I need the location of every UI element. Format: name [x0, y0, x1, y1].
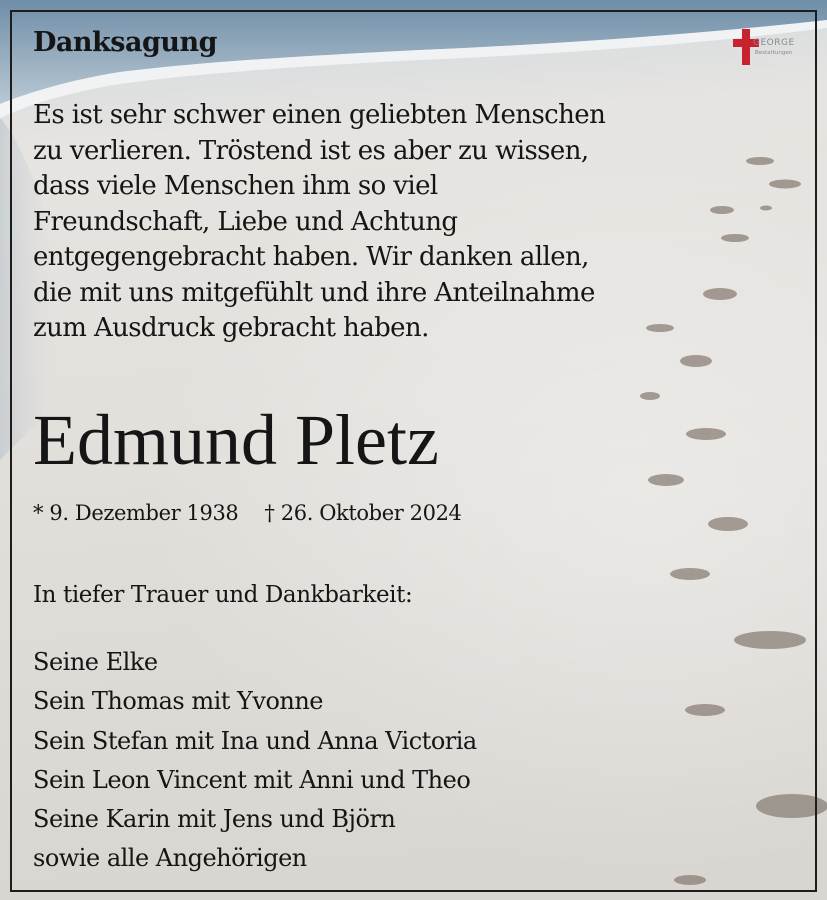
- intro-line: dass viele Menschen ihm so viel: [33, 171, 438, 201]
- intro-text: [33, 98, 693, 347]
- intro-line: Freundschaft, Liebe und Achtung: [33, 206, 458, 237]
- mourner-item: sowie alle Angehörigen: [33, 844, 307, 873]
- mourners-list: [33, 643, 477, 879]
- logo-subtitle: Bestattungen: [755, 50, 793, 56]
- intro-line: Es ist sehr schwer einen geliebten Menschen: [33, 100, 606, 130]
- mourner-item: Seine Elke: [33, 648, 158, 676]
- notice-heading: Danksagung: [33, 27, 217, 58]
- intro-line: zum Ausdruck gebracht haben.: [33, 313, 429, 343]
- mourner-item: Sein Stefan mit Ina und Anna Victoria: [33, 726, 477, 755]
- intro-line: entgegengebracht haben. Wir danken allen,: [33, 242, 589, 272]
- logo-brand: GEORGE: [753, 38, 795, 48]
- intro-line: die mit uns mitgefühlt und ihre Anteilnahme: [33, 277, 595, 308]
- mourner-item: Sein Thomas mit Yvonne: [33, 687, 324, 716]
- funeral-home-logo: [733, 27, 803, 67]
- mourning-line: In tiefer Trauer und Dankbarkeit:: [33, 582, 413, 608]
- red-cross-icon: [742, 29, 750, 65]
- deceased-name: Edmund Pletz: [33, 400, 439, 480]
- intro-line: zu verlieren. Tröstend ist es aber zu wissen,: [33, 135, 589, 166]
- mourner-item: Sein Leon Vincent mit Anni und Theo: [33, 765, 471, 794]
- life-dates: [33, 498, 462, 528]
- birth-date: * 9. Dezember 1938: [33, 501, 239, 525]
- mourner-item: Seine Karin mit Jens und Björn: [33, 805, 396, 834]
- death-date: † 26. Oktober 2024: [264, 501, 462, 525]
